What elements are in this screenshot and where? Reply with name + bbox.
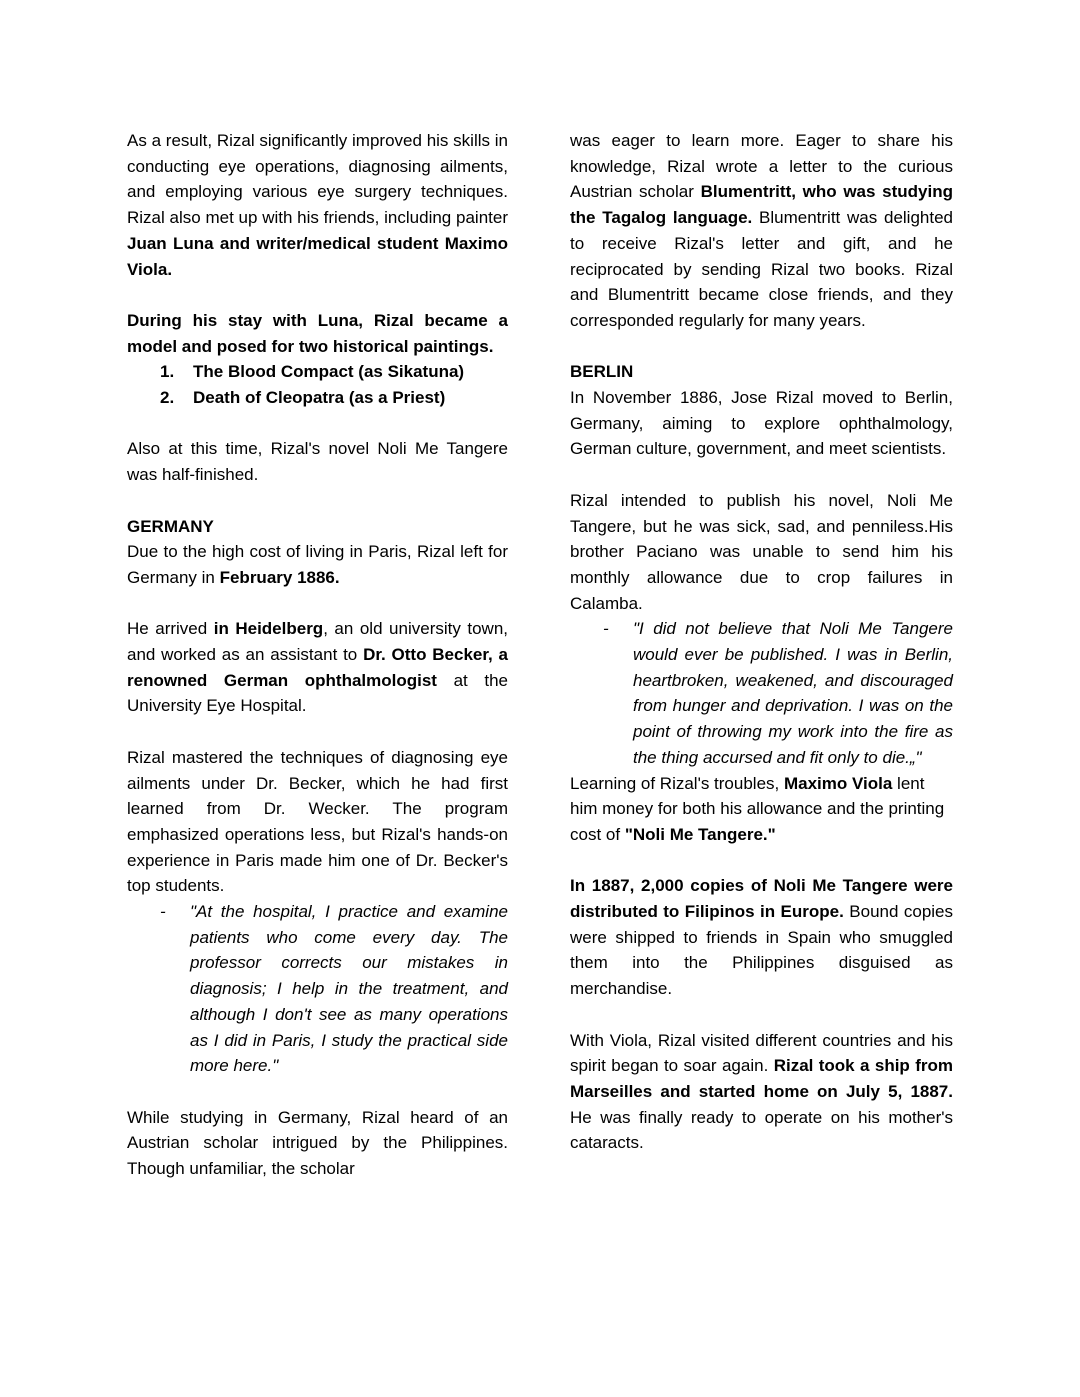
quote-dash: -	[603, 619, 609, 639]
text-run: , an old university town, and worked as an assistant to	[127, 619, 508, 664]
paragraph	[570, 873, 953, 1002]
paragraph	[127, 128, 508, 282]
text-run: at the University Eye Hospital.	[127, 670, 508, 716]
list-item-text: Death of Cleopatra (as a Priest)	[193, 388, 446, 408]
text-run: During his stay with Luna, Rizal became a model and posed for two historical paintings.	[127, 310, 508, 356]
paragraph	[570, 128, 953, 334]
text-run: BERLIN	[570, 362, 634, 382]
text-run: "I did not believe that Noli Me Tangere would ever be published. I was in Berlin, heartbroken, weakened, and discouraged from hunger and deprivation. I was on the point of throwing my work into the fire as the thing accursed and fit only to die.„"	[633, 619, 953, 767]
text-run: lent him money for both his allowance and the printing cost of	[570, 773, 945, 844]
text-run: As a result, Rizal significantly improved his skills in conducting eye operations, diagnosing ailments, and employing various eye surgery techniques. Rizal also met up with his friends, including painter	[127, 131, 508, 228]
paragraph	[570, 385, 953, 462]
text-run: "At the hospital, I practice and examine patients who come every day. The professor corrects our mistakes in diagnosis; I help in the treatment, and although I don't see as many operations as I did in Paris, I study the practical side more here."	[190, 902, 508, 1076]
text-run: He was finally ready to operate on his mother's cataracts.	[570, 1107, 953, 1153]
text-run: Rizal mastered the techniques of diagnosing eye ailments under Dr. Becker, which he had first learned from Dr. Wecker. The program emphasized operations less, but Rizal's hands-on experience in Paris made him one of Dr. Becker's top students.	[127, 747, 508, 896]
text-run: was eager to learn more. Eager to share his knowledge, Rizal wrote a letter to the curious Austrian scholar	[570, 131, 953, 202]
text-run: Rizal intended to publish his novel, Noli Me Tangere, but he was sick, sad, and penniless.His brother Paciano was unable to send him his monthly allowance due to crop failures in Calamba.	[570, 490, 953, 613]
text-run: While studying in Germany, Rizal heard of an Austrian scholar intrigued by the Philippines. Though unfamiliar, the scholar	[127, 1107, 508, 1179]
paragraph	[127, 745, 508, 899]
left-column	[127, 128, 508, 1207]
paragraph	[570, 488, 953, 617]
quote-dash: -	[160, 902, 166, 922]
text-run: Blumentritt was delighted to receive Rizal's letter and gift, and he reciprocated by sending Rizal two books. Rizal and Blumentritt became close friends, and they corresponded regularly for many years.	[570, 208, 954, 330]
paragraph	[127, 1105, 508, 1182]
paragraph	[127, 308, 508, 359]
numbered-list	[127, 359, 508, 410]
list-marker: 1.	[160, 362, 175, 382]
list-item-text: The Blood Compact (as Sikatuna)	[193, 362, 465, 382]
section-heading	[127, 514, 508, 540]
text-run: Maximo Viola	[783, 773, 893, 793]
paragraph	[570, 1028, 953, 1157]
text-run: February 1886.	[219, 567, 340, 587]
text-run: Juan Luna and writer/medical student Maximo Viola.	[127, 233, 508, 279]
quote-block	[160, 899, 508, 1079]
list-marker: 2.	[160, 388, 175, 408]
quote-block	[603, 616, 953, 770]
text-run: In November 1886, Jose Rizal moved to Berlin, Germany, aiming to explore ophthalmology, German culture, government, and meet scientists.	[570, 388, 953, 459]
text-run: Learning of Rizal's troubles,	[570, 773, 784, 793]
paragraph	[127, 436, 508, 487]
text-run: in Heidelberg	[213, 619, 324, 639]
text-run: Also at this time, Rizal's novel Noli Me Tangere was half-finished.	[127, 439, 508, 485]
paragraph	[127, 539, 508, 590]
text-run: With Viola, Rizal visited different countries and his spirit began to soar again.	[570, 1030, 953, 1076]
text-run: Due to the high cost of living in Paris, Rizal left for Germany in	[127, 542, 508, 587]
list-item	[160, 385, 508, 411]
text-run: GERMANY	[127, 516, 214, 536]
text-run: "Noli Me Tangere."	[624, 824, 776, 844]
quote-text	[633, 616, 953, 770]
list-item	[160, 359, 508, 385]
text-run: In 1887, 2,000 copies of Noli Me Tangere were distributed to Filipinos in Europe.	[570, 876, 953, 922]
text-run: Bound copies were shipped to friends in Spain who smuggled them into the Philippines disguised as merchandise.	[570, 902, 954, 999]
paragraph	[570, 771, 953, 848]
paragraph	[127, 616, 508, 719]
text-run: Dr. Otto Becker, a renowned German ophthalmologist	[127, 645, 508, 690]
text-run: Blumentritt, who was studying the Tagalog language.	[570, 182, 953, 228]
text-run: He arrived	[127, 619, 214, 639]
right-column	[570, 128, 953, 1207]
text-run: Rizal took a ship from Marseilles and started home on July 5, 1887.	[570, 1056, 953, 1101]
quote-text	[190, 899, 508, 1079]
section-heading	[570, 359, 953, 385]
